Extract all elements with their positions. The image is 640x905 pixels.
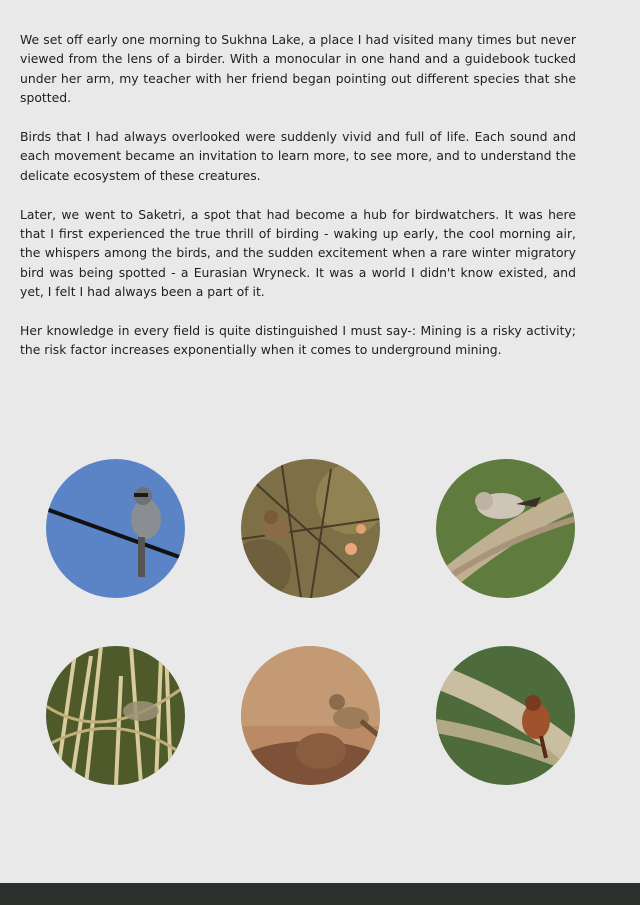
bird-photo-reeds bbox=[46, 646, 185, 785]
footer-bar bbox=[0, 883, 640, 905]
paragraph: We set off early one morning to Sukhna Lake, a place I had visited many times but never viewed from the lens of a birder. With a monocular in one hand and a guidebook tucked under her arm, my teacher with her friend began pointing out different species that she spotted. bbox=[20, 32, 576, 106]
bird-photo-grass bbox=[436, 459, 575, 598]
article-text bbox=[20, 30, 576, 379]
bird-photo-twigs bbox=[241, 459, 380, 598]
bird-photo-wryneck bbox=[241, 646, 380, 785]
paragraph: Later, we went to Saketri, a spot that had become a hub for birdwatchers. It was here that I first experienced the true thrill of birding - waking up early, the cool morning air, the whispers among the birds, and the sudden excitement when a rare winter migratory bird was being spotted - a Eurasian Wryneck. It was a world I didn't know existed, and yet, I felt I had always been a part of it. bbox=[20, 206, 576, 300]
paragraph: Birds that I had always overlooked were suddenly vivid and full of life. Each sound and each movement became an invitation to learn more, to see more, and to understand the delicate ecosystem of these creatures. bbox=[20, 129, 576, 183]
bird-photo-shrike bbox=[46, 459, 185, 598]
bird-photo-munia bbox=[436, 646, 575, 785]
paragraph: Her knowledge in every field is quite distinguished I must say-: Mining is a risky activity; the risk factor increases exponentially when it comes to underground mining. bbox=[20, 323, 576, 358]
